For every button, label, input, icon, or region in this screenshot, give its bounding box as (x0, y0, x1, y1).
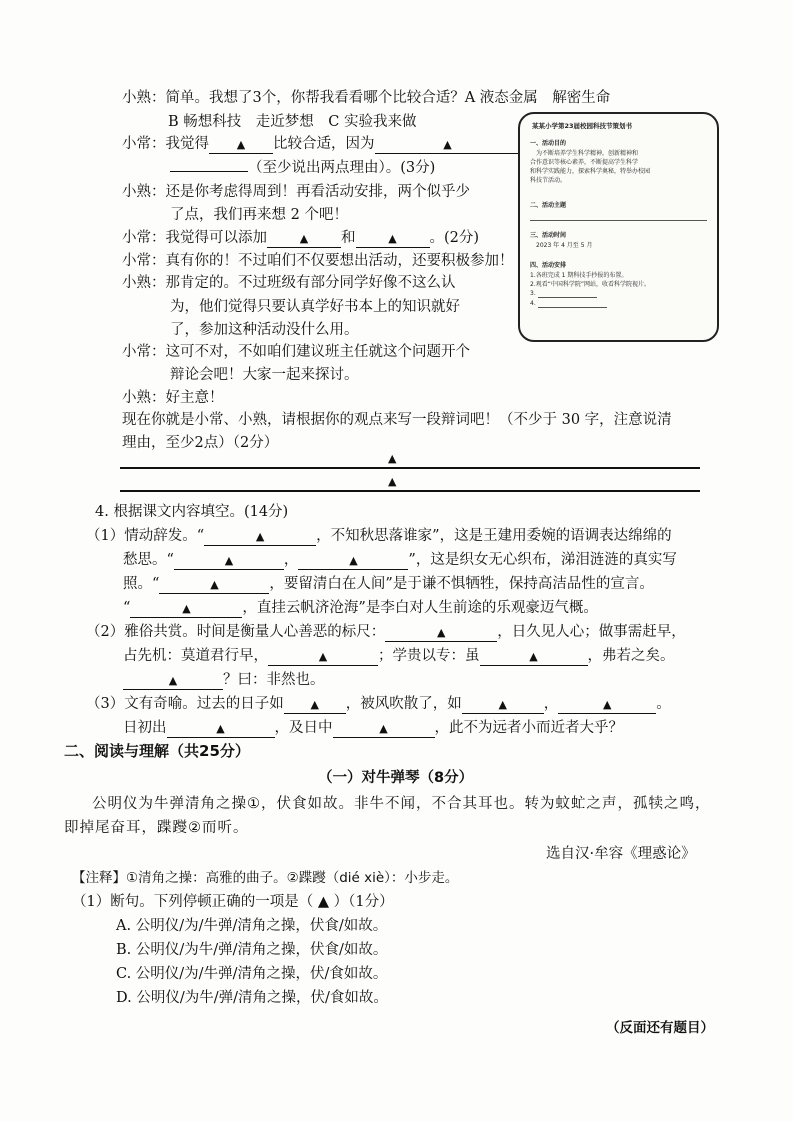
answer-blank[interactable]: ▲ (123, 673, 223, 690)
writing-line-1[interactable] (120, 467, 700, 469)
q4-p1-line1: （1）情动辞发。“ ▲ ，不知秋思落谁家”，这是王建用委婉的语调表达绵绵的 (86, 528, 672, 544)
dialog-line-8: 小熟：好主意！ (122, 390, 224, 406)
dialog-line-7: 小常：这可不对，不如咱们建议班主任就这个问题开个 (122, 344, 470, 360)
dialog-line-1b: B 畅想科技 走近梦想 C 实验我来做 (168, 114, 417, 130)
answer-blank[interactable]: ▲ (375, 137, 521, 154)
section-2-title: 二、阅读与理解（共25分） (64, 742, 250, 760)
answer-blank[interactable]: ▲ (159, 577, 269, 594)
answer-marker: ▲ (388, 475, 397, 488)
speaker: 小熟： (122, 390, 166, 406)
option-b[interactable]: B. 公明仪/为牛/弹/清角之操，伏食/如故。 (116, 942, 388, 958)
dialog-line-2: 小常：我觉得 ▲ 比较合适，因为 ▲ (122, 132, 521, 154)
q4-p1-line3: 照。“ ▲ ，要留清白在人间”是于谦不惧牺牲，保持高洁品性的宣言。 (123, 576, 654, 592)
classical-text-line1: 公明仪为牛弹清角之操①，伏食如故。非牛不闻，不合其耳也。转为蚊虻之声，孤犊之鸣， (92, 796, 711, 812)
q4-p3-line2: 日初出 ▲ ，及日中 ▲ ，此不为远者小而近者大乎？ (123, 720, 623, 736)
plan-title: 某某小学第23届校园科技节策划书 (532, 122, 633, 130)
passage-title: （一）对牛弹琴（8分） (318, 770, 474, 786)
q4-p2-line1: （2）雅俗共赏。时间是衡量人心善恶的标尺： ▲ ，日久见人心；做事需赶早， (86, 624, 686, 640)
dialog-line-2b: （至少说出两点理由）。(3分) (170, 156, 435, 177)
q4-p2-line2: 占先机：莫道君行早， ▲ ；学贵以专：虽 ▲ ，弗若之矣。 (123, 648, 675, 664)
answer-blank[interactable]: ▲ (284, 697, 346, 714)
annotation-note: 【注释】①清角之操：高雅的曲子。②蹀躞（dié xiè）：小步走。 (72, 870, 459, 886)
answer-blank[interactable]: ▲ (462, 697, 544, 714)
speaker: 小熟： (122, 90, 166, 106)
dialog-line-3: 小熟：还是你考虑得周到！再看活动安排，两个似乎少 (122, 184, 470, 200)
speaker: 小熟： (122, 275, 166, 291)
dialog-line-6c: 了，参加这种活动没什么用。 (170, 322, 359, 338)
plan-blank-line (530, 220, 707, 221)
answer-blank[interactable]: ▲ (333, 721, 435, 738)
q4-p1-line2: 愁思。“ ▲ ， ▲ ”，这是织女无心织布，涕泪涟涟的真实写 (123, 552, 677, 568)
q4-p1-line4: “ ▲ ，直挂云帆济沧海”是李白对人生前途的乐观豪迈气概。 (123, 600, 598, 616)
answer-blank[interactable]: ▲ (356, 231, 430, 248)
option-c[interactable]: C. 公明仪/为/牛弹/清角之操，伏/食如故。 (116, 966, 388, 982)
answer-blank[interactable]: ▲ (174, 553, 284, 570)
dialog-line-1: 小熟：简单。我想了3个，你帮我看看哪个比较合适？A 液态金属 解密生命 (122, 90, 611, 106)
dialog-line-6b: 为，他们觉得只要认真学好书本上的知识就好 (170, 299, 460, 315)
dialog-line-6: 小熟：那肯定的。不过班级有部分同学好像不这么认 (122, 275, 456, 291)
source-citation: 选自汉·牟容《理惑论》 (546, 846, 696, 862)
answer-blank[interactable]: ▲ (385, 625, 497, 642)
question-4-title: 4. 根据课文内容填空。(14分) (95, 504, 289, 520)
speaker: 小常： (122, 253, 166, 269)
speaker: 小熟： (122, 184, 166, 200)
question-1: （1）断句。下列停顿正确的一项是（ ▲ ）（1分） (72, 894, 394, 910)
option-a[interactable]: A. 公明仪/为/牛弹/清角之操，伏食/如故。 (116, 918, 388, 934)
answer-blank[interactable]: ▲ (209, 137, 273, 154)
option-d[interactable]: D. 公明仪/为牛/弹/清角之操，伏/食如故。 (116, 990, 388, 1006)
page-footer-note: （反面还有题目） (606, 1020, 714, 1036)
dialog-line-7b: 辩论会吧！大家一起来探讨。 (170, 367, 359, 383)
answer-blank[interactable] (170, 171, 248, 172)
writing-prompt: 现在你就是小常、小熟，请根据你的观点来写一段辩词吧！（不少于 30 字，注意说清 (122, 412, 672, 428)
answer-blank[interactable]: ▲ (268, 649, 378, 666)
dialog-line-5: 小常：真有你的！不过咱们不仅要想出活动，还要积极参加！ (122, 253, 514, 269)
answer-blank[interactable]: ▲ (480, 649, 588, 666)
answer-blank[interactable]: ▲ (204, 529, 316, 546)
speaker: 小常： (122, 344, 166, 360)
answer-marker: ▲ (388, 452, 397, 465)
answer-blank[interactable]: ▲ (298, 553, 408, 570)
writing-prompt-2: 理由，至少2点）（2分） (122, 435, 279, 451)
q4-p3-line1: （3）文有奇喻。过去的日子如 ▲ ，被风吹散了，如 ▲ ， ▲ 。 (86, 696, 671, 712)
speaker: 小常： (122, 230, 166, 246)
classical-text-line2: 即掉尾奋耳，蹀躞②而听。 (64, 820, 249, 836)
speaker: 小常： (122, 136, 166, 152)
answer-blank[interactable]: ▲ (558, 697, 656, 714)
tech-festival-plan-card: 某某小学第23届校园科技节策划书 一、活动目的 为不断培养学生科学精神，创新精神和 合作意识等核心素养，不断提高学生科学 和科学实践能力，探索科学奥秘，特举办校园 科技节活动。 二、活动主题 三、活动时间 2023 年 4 月至 5 月 四、活动安排 1.各班完成 1 期科技手抄报的布置。 2.观看“中国科学院”网站，收看科学院视片。 3. 4. (518, 112, 719, 342)
dialog-line-4: 小常：我觉得可以添加 ▲ 和 ▲ 。(2分) (122, 230, 480, 246)
q4-p2-line3: ▲ ？曰：非然也。 (123, 668, 325, 690)
answer-blank[interactable]: ▲ (167, 721, 275, 738)
answer-blank[interactable]: ▲ (267, 231, 341, 248)
writing-line-2[interactable] (120, 490, 700, 492)
answer-blank[interactable]: ▲ (130, 601, 242, 618)
dialog-line-3b: 了点，我们再来想 2 个吧！ (170, 207, 348, 223)
